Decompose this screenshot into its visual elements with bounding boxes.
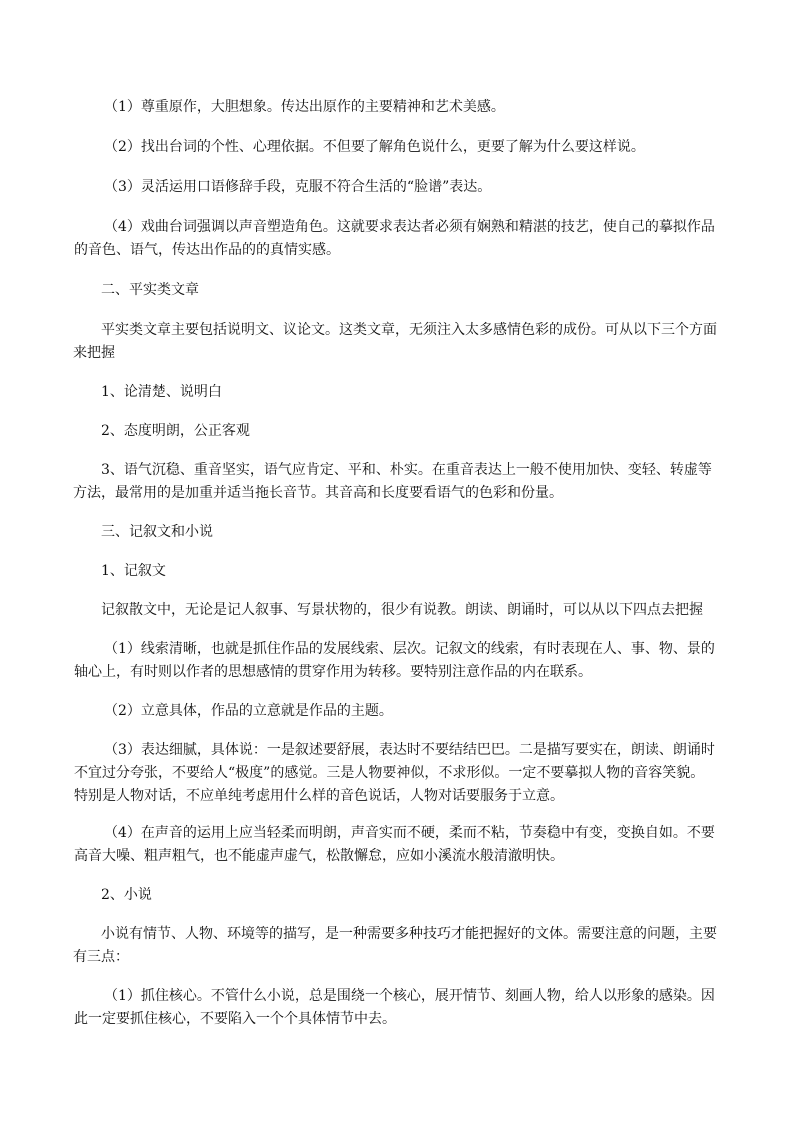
text-line: 有三点：: [73, 949, 129, 965]
subsection-heading: [101, 560, 715, 583]
text-line: 2、态度明朗，公正客观: [101, 423, 250, 439]
text-line: 2、小说: [101, 887, 152, 903]
paragraph: [73, 923, 717, 969]
section-heading: [101, 279, 715, 302]
paragraph: [73, 319, 717, 365]
text-line: （1）抓住核心。不管什么小说，总是围绕一个核心，展开情节、刻画人物，给人以形象的感染。因: [104, 988, 715, 1004]
text-line: 此一定要抓住核心，不要陷入一个个具体情节中去。: [74, 1011, 396, 1027]
paragraph: [74, 638, 718, 684]
text-line: （1）尊重原作，大胆想象。传达出原作的主要精神和艺术美感。: [104, 99, 505, 115]
list-item: [101, 381, 715, 404]
paragraph: [74, 739, 718, 808]
section-heading: [101, 521, 715, 544]
paragraph: [74, 216, 718, 262]
text-line: 3、语气沉稳、重音坚实，语气应肯定、平和、朴实。在重音表达上一般不使用加快、变轻、转虚等: [101, 462, 712, 478]
paragraph: [104, 96, 718, 119]
paragraph: [104, 176, 718, 199]
text-line: （4）戏曲台词强调以声音塑造角色。这就要求表达者必须有娴熟和精湛的技艺，使自己的摹拟作品: [104, 219, 715, 235]
text-line: 高音大噪、粗声粗气，也不能虚声虚气，松散懈怠，应如小溪流水般清澈明快。: [74, 848, 564, 864]
text-line: （3）灵活运用口语修辞手段，克服不符合生活的“脸谱”表达。: [104, 179, 492, 195]
paragraph: [104, 700, 718, 723]
text-line: 1、记叙文: [101, 563, 166, 579]
subsection-heading: [101, 884, 715, 907]
paragraph: [74, 822, 718, 868]
text-line: 记叙散文中，无论是记人叙事、写景状物的，很少有说教。朗读、朗诵时，可以从以下四点去把握: [101, 602, 703, 618]
text-line: 的音色、语气，传达出作品的的真情实感。: [74, 242, 340, 258]
text-line: 二、平实类文章: [101, 282, 199, 298]
list-item: [101, 420, 715, 443]
text-line: 轴心上，有时则以作者的思想感情的贯穿作用为转移。要特别注意作品的内在联系。: [74, 664, 592, 680]
paragraph: [104, 136, 718, 159]
text-line: 小说有情节、人物、环境等的描写，是一种需要多种技巧才能把握好的文体。需要注意的问题，主要: [101, 926, 717, 942]
text-line: （2）找出台词的个性、心理依据。不但要了解角色说什么，更要了解为什么要这样说。: [104, 139, 645, 155]
paragraph: [74, 985, 718, 1031]
text-line: （3）表达细腻，具体说：一是叙述要舒展，表达时不要结结巴巴。二是描写要实在，朗读、朗诵时: [104, 742, 715, 758]
text-line: 平实类文章主要包括说明文、议论文。这类文章，无须注入太多感情色彩的成份。可从以下三个方面: [101, 322, 717, 338]
list-item: [73, 459, 715, 505]
paragraph: [101, 599, 715, 622]
text-line: 特别是人物对话，不应单纯考虑用什么样的音色说话，人物对话要服务于立意。: [74, 788, 564, 804]
text-line: 方法，最常用的是加重并适当拖长音节。其音高和长度要看语气的色彩和份量。: [73, 485, 563, 501]
text-line: （4）在声音的运用上应当轻柔而明朗，声音实而不硬，柔而不粘，节奏稳中有变，变换自如。不要: [104, 825, 715, 841]
text-line: （2）立意具体，作品的立意就是作品的主题。: [104, 703, 393, 719]
text-line: （1）线索清晰，也就是抓住作品的发展线索、层次。记叙文的线索，有时表现在人、事、物、景的: [104, 641, 715, 657]
text-line: 来把握: [73, 345, 115, 361]
text-line: 1、论清楚、说明白: [101, 384, 222, 400]
text-line: 不宜过分夸张，不要给人“极度”的感觉。三是人物要神似，不求形似。一定不要摹拟人物的音容笑貌。: [74, 765, 705, 781]
text-line: 三、记叙文和小说: [101, 524, 213, 540]
